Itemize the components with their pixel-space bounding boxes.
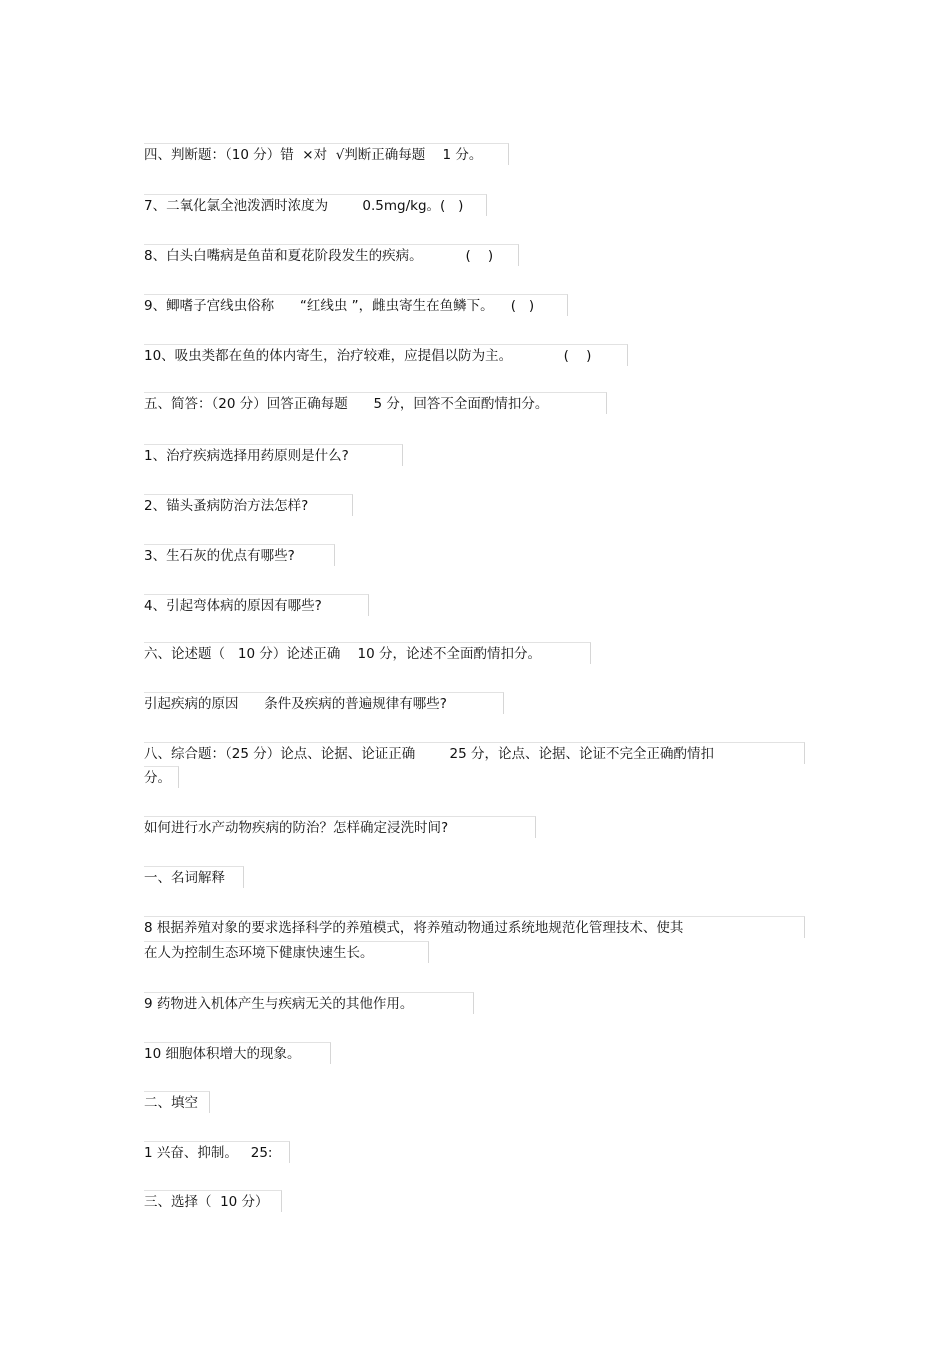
comprehensive-question: 如何进行水产动物疾病的防治？怎样确定浸洗时间?	[144, 816, 536, 838]
judgment-item-10: 10、吸虫类都在鱼的体内寄生，治疗较难，应提倡以防为主。 ( )	[144, 344, 628, 366]
short-answer-question-3: 3、生石灰的优点有哪些?	[144, 544, 335, 566]
definition-answer-10: 10 细胞体积增大的现象。	[144, 1042, 331, 1064]
definition-answer-8: 8 根据养殖对象的要求选择科学的养殖模式，将养殖动物通过系统地规范化管理技术、使其	[144, 916, 805, 938]
short-answer-question-4: 4、引起弯体病的原因有哪些?	[144, 594, 369, 616]
short-answer-question-2: 2、锚头蚤病防治方法怎样?	[144, 494, 353, 516]
section-choice-heading: 三、选择（ 10 分）	[144, 1190, 282, 1212]
section-comprehensive-heading: 八、综合题：（25 分）论点、论据、论证正确 25 分，论点、论据、论证不完全正确酌情扣	[144, 742, 805, 764]
section-fill-in-heading: 二、填空	[144, 1091, 210, 1113]
short-answer-question-1: 1、治疗疾病选择用药原则是什么?	[144, 444, 403, 466]
section-comprehensive-heading-cont: 分。	[144, 766, 179, 788]
fill-in-answer-1: 1 兴奋、抑制。 25:	[144, 1141, 290, 1163]
definition-answer-8-cont: 在人为控制生态环境下健康快速生长。	[144, 941, 429, 963]
judgment-item-9: 9、鲫嗜子宫线虫俗称 “红线虫 ”，雌虫寄生在鱼鳞下。 ( )	[144, 294, 568, 316]
section-essay-heading: 六、论述题（ 10 分）论述正确 10 分，论述不全面酌情扣分。	[144, 642, 591, 664]
definition-answer-9: 9 药物进入机体产生与疾病无关的其他作用。	[144, 992, 474, 1014]
judgment-item-8: 8、白头白嘴病是鱼苗和夏花阶段发生的疾病。 ( )	[144, 244, 519, 266]
judgment-item-7: 7、二氧化氯全池泼洒时浓度为 0.5mg/kg。( )	[144, 194, 487, 216]
section-short-answer-heading: 五、简答：（20 分）回答正确每题 5 分，回答不全面酌情扣分。	[144, 392, 607, 414]
section-definitions-heading: 一、名词解释	[144, 866, 244, 888]
essay-question: 引起疾病的原因 条件及疾病的普遍规律有哪些?	[144, 692, 504, 714]
section-judgment-heading: 四、判断题：（10 分）错 ×对 √判断正确每题 1 分。	[144, 143, 509, 165]
